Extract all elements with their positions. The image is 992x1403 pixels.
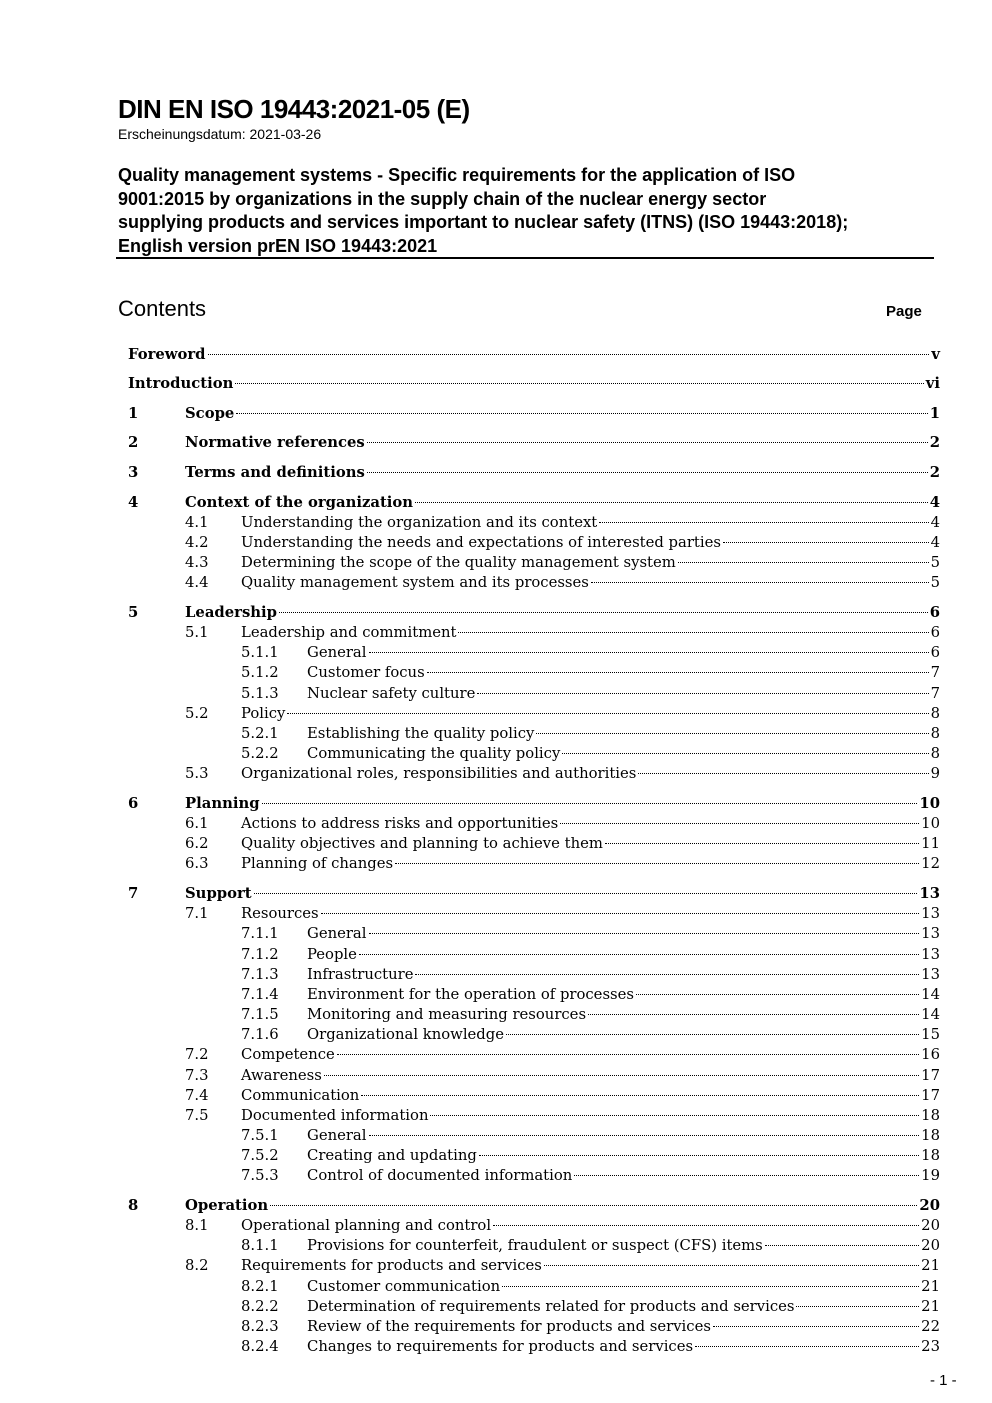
dot-leader (427, 672, 929, 673)
toc-entry[interactable] (185, 814, 940, 834)
toc-entry[interactable] (128, 463, 940, 483)
toc-entry-number: 7.1.2 (241, 946, 279, 963)
dot-leader (638, 773, 928, 774)
toc-entry[interactable] (241, 965, 940, 985)
toc-entry-number: 6 (128, 795, 139, 812)
document-id: DIN EN ISO 19443:2021-05 (E) (118, 94, 470, 124)
toc-entry-number: 7.1.3 (241, 966, 279, 983)
toc-entry-number: 7.3 (185, 1067, 209, 1084)
dot-leader (588, 1014, 919, 1015)
toc-entry-label: Support (185, 885, 252, 902)
toc-entry-page: 6 (929, 604, 940, 621)
toc-entry-label: Communicating the quality policy (307, 745, 561, 762)
dot-leader (713, 1326, 919, 1327)
dot-leader (605, 843, 919, 844)
toc-entry[interactable] (185, 573, 940, 593)
toc-entry-page: 10 (921, 815, 940, 832)
title-line: Quality management systems - Specific requirements for the application of ISO (118, 165, 796, 185)
toc-entry-number: 4.1 (185, 514, 209, 531)
toc-entry-page: 6 (930, 624, 940, 641)
toc-entry[interactable] (241, 643, 940, 663)
toc-entry-label: Review of the requirements for products and services (307, 1318, 711, 1335)
toc-entry-number: 5.1.1 (241, 644, 279, 661)
toc-entry[interactable] (185, 854, 940, 874)
toc-entry-page: 13 (921, 905, 940, 922)
toc-entry[interactable] (185, 1106, 940, 1126)
dot-leader (415, 974, 919, 975)
toc-entry-number: 5.1 (185, 624, 209, 641)
toc-entry-page: 21 (921, 1257, 940, 1274)
dot-leader (560, 823, 919, 824)
toc-entry-label: General (307, 644, 367, 661)
toc-entry[interactable] (185, 553, 940, 573)
toc-entry-page: 23 (921, 1338, 940, 1355)
dot-leader (479, 1155, 919, 1156)
toc-entry-number: 1 (128, 405, 139, 422)
dot-leader (493, 1225, 919, 1226)
toc-entry-page: 20 (921, 1217, 940, 1234)
toc-entry-label: Foreword (128, 346, 206, 363)
toc-entry-label: Communication (241, 1087, 360, 1104)
toc-entry-number: 7.5.2 (241, 1147, 279, 1164)
dot-leader (536, 733, 928, 734)
toc-entry-number: 8 (128, 1197, 139, 1214)
publication-date: Erscheinungsdatum: 2021-03-26 (118, 126, 322, 142)
toc-entry[interactable] (128, 493, 940, 513)
toc-entry-page: 7 (930, 685, 940, 702)
toc-entry-page: 18 (921, 1147, 940, 1164)
toc-entry[interactable] (241, 1126, 940, 1146)
toc-entry-label: Provisions for counterfeit, fraudulent or suspect (CFS) items (307, 1237, 763, 1254)
toc-entry-page: 10 (919, 795, 940, 812)
toc-entry[interactable] (241, 1025, 940, 1045)
toc-entry-number: 8.1.1 (241, 1237, 279, 1254)
toc-entry-page: vi (925, 375, 940, 392)
toc-entry-number: 5.2.2 (241, 745, 279, 762)
toc-entry-label: Leadership (185, 604, 278, 621)
page-column-label: Page (886, 303, 922, 320)
toc-entry-number: 8.1 (185, 1217, 209, 1234)
toc-entry-label: Planning of changes (241, 855, 394, 872)
toc-entry-label: Quality management system and its processes (241, 574, 589, 591)
toc-entry-page: 5 (930, 574, 940, 591)
toc-entry-page: 13 (921, 946, 940, 963)
toc-entry-page: 6 (930, 644, 940, 661)
dot-leader (270, 1205, 917, 1206)
toc-entry[interactable] (128, 345, 940, 365)
toc-entry[interactable] (241, 985, 940, 1005)
toc-entry-number: 5.3 (185, 765, 209, 782)
dot-leader (430, 1115, 919, 1116)
toc-entry[interactable] (241, 1277, 940, 1297)
toc-entry[interactable] (185, 1256, 940, 1276)
toc-entry-number: 2 (128, 434, 139, 451)
toc-entry-number: 5.1.2 (241, 664, 279, 681)
toc-entry-number: 4.4 (185, 574, 209, 591)
toc-entry-number: 6.1 (185, 815, 209, 832)
toc-entry-page: 21 (921, 1278, 940, 1295)
toc-entry-page: 11 (921, 835, 940, 852)
toc-entry[interactable] (241, 744, 940, 764)
toc-entry-page: 18 (921, 1127, 940, 1144)
dot-leader (235, 383, 923, 384)
toc-entry-number: 6.2 (185, 835, 209, 852)
toc-entry-page: v (931, 346, 940, 363)
toc-entry-number: 8.2.1 (241, 1278, 279, 1295)
toc-entry-number: 7.1.4 (241, 986, 279, 1003)
toc-entry-page: 2 (929, 464, 940, 481)
toc-entry-number: 7.2 (185, 1046, 209, 1063)
toc-entry-page: 14 (921, 986, 940, 1003)
toc-entry-number: 3 (128, 464, 139, 481)
toc-entry-label: Customer communication (307, 1278, 501, 1295)
toc-entry[interactable] (241, 1337, 940, 1357)
toc-entry-label: Planning (185, 795, 260, 812)
toc-entry-number: 5.2.1 (241, 725, 279, 742)
toc-entry-label: Documented information (241, 1107, 429, 1124)
dot-leader (796, 1306, 919, 1307)
toc-entry-label: Competence (241, 1046, 335, 1063)
toc-entry-label: Nuclear safety culture (307, 685, 476, 702)
toc-entry-page: 22 (921, 1318, 940, 1335)
toc-entry-number: 7.1.6 (241, 1026, 279, 1043)
toc-entry[interactable] (241, 1146, 940, 1166)
title-line: 9001:2015 by organizations in the supply chain of the nuclear energy sector (118, 188, 767, 209)
toc-entry[interactable] (185, 904, 940, 924)
dot-leader (287, 713, 928, 714)
toc-entry-label: Policy (241, 705, 286, 722)
toc-entry-label: Customer focus (307, 664, 425, 681)
toc-entry[interactable] (241, 724, 940, 744)
dot-leader (321, 913, 920, 914)
dot-leader (369, 652, 929, 653)
dot-leader (369, 933, 920, 934)
dot-leader (415, 502, 928, 503)
toc-entry-page: 1 (929, 405, 940, 422)
toc-entry-label: Leadership and commitment (241, 624, 457, 641)
toc-entry[interactable] (128, 603, 940, 623)
toc-entry-number: 5.1.3 (241, 685, 279, 702)
dot-leader (262, 803, 918, 804)
toc-entry-label: Understanding the organization and its context (241, 514, 598, 531)
dot-leader (765, 1245, 919, 1246)
title-line: English version prEN ISO 19443:2021 (118, 235, 438, 256)
dot-leader (395, 863, 919, 864)
toc-entry-label: Requirements for products and services (241, 1257, 542, 1274)
toc-entry-page: 7 (930, 664, 940, 681)
toc-entry-page: 13 (921, 925, 940, 942)
toc-entry-number: 7 (128, 885, 139, 902)
dot-leader (337, 1054, 919, 1055)
toc-entry-page: 13 (919, 885, 940, 902)
toc-entry[interactable] (128, 404, 940, 424)
toc-entry[interactable] (185, 704, 940, 724)
dot-leader (369, 1135, 920, 1136)
toc-entry-page: 18 (921, 1107, 940, 1124)
toc-entry[interactable] (241, 1236, 940, 1256)
toc-entry-label: General (307, 1127, 367, 1144)
toc-entry-label: Environment for the operation of processes (307, 986, 634, 1003)
toc-entry-number: 8.2.4 (241, 1338, 279, 1355)
dot-leader (574, 1175, 919, 1176)
toc-entry-number: 7.5.3 (241, 1167, 279, 1184)
toc-entry-page: 8 (930, 725, 940, 742)
toc-entry-page: 17 (921, 1087, 940, 1104)
toc-entry-label: People (307, 946, 357, 963)
dot-leader (367, 442, 928, 443)
toc-entry[interactable] (185, 1045, 940, 1065)
toc-entry[interactable] (185, 1066, 940, 1086)
toc-entry[interactable] (241, 1297, 940, 1317)
dot-leader (502, 1286, 919, 1287)
toc-entry-number: 7.1 (185, 905, 209, 922)
toc-entry[interactable] (185, 623, 940, 643)
dot-leader (695, 1346, 919, 1347)
toc-entry[interactable] (241, 924, 940, 944)
toc-entry-label: Introduction (128, 375, 234, 392)
toc-entry-page: 16 (921, 1046, 940, 1063)
dot-leader (636, 994, 919, 995)
toc-entry-label: Resources (241, 905, 319, 922)
toc-entry-page: 5 (930, 554, 940, 571)
toc-entry[interactable] (185, 1086, 940, 1106)
dot-leader (254, 893, 918, 894)
toc-entry[interactable] (241, 1005, 940, 1025)
toc-entry-label: Creating and updating (307, 1147, 477, 1164)
toc-entry-number: 7.1.1 (241, 925, 279, 942)
toc-entry-page: 4 (930, 514, 940, 531)
dot-leader (591, 582, 929, 583)
toc-entry-label: Terms and definitions (185, 464, 365, 481)
toc-entry-page: 20 (919, 1197, 940, 1214)
toc-entry-page: 21 (921, 1298, 940, 1315)
toc-entry-label: Changes to requirements for products and services (307, 1338, 694, 1355)
toc-entry-number: 5 (128, 604, 139, 621)
toc-entry[interactable] (185, 834, 940, 854)
dot-leader (723, 542, 929, 543)
toc-entry-label: Determination of requirements related for products and services (307, 1298, 795, 1315)
toc-entry[interactable] (241, 684, 940, 704)
dot-leader (359, 954, 919, 955)
toc-entry-number: 4.2 (185, 534, 209, 551)
toc-entry-number: 6.3 (185, 855, 209, 872)
contents-heading: Contents (118, 296, 207, 321)
dot-leader (544, 1265, 919, 1266)
toc-entry-label: Understanding the needs and expectations of interested parties (241, 534, 721, 551)
toc-entry-page: 2 (929, 434, 940, 451)
toc-entry[interactable] (241, 945, 940, 965)
toc-entry[interactable] (185, 764, 940, 784)
dot-leader (236, 413, 927, 414)
toc-entry-page: 14 (921, 1006, 940, 1023)
dot-leader (458, 632, 928, 633)
toc-entry-number: 5.2 (185, 705, 209, 722)
dot-leader (562, 753, 928, 754)
toc-entry-page: 17 (921, 1067, 940, 1084)
toc-entry-label: Establishing the quality policy (307, 725, 535, 742)
toc-entry-number: 7.4 (185, 1087, 209, 1104)
dot-leader (506, 1034, 919, 1035)
toc-entry[interactable] (185, 1216, 940, 1236)
toc-entry-number: 7.1.5 (241, 1006, 279, 1023)
toc-entry-label: Quality objectives and planning to achieve them (241, 835, 603, 852)
toc-entry-label: Organizational knowledge (307, 1026, 505, 1043)
toc-entry-label: Operation (185, 1197, 269, 1214)
toc-entry[interactable] (241, 1166, 940, 1186)
toc-entry[interactable] (128, 884, 940, 904)
toc-entry-label: Actions to address risks and opportunities (241, 815, 559, 832)
toc-entry[interactable] (128, 433, 940, 453)
toc-entry-label: Context of the organization (185, 494, 414, 511)
toc-entry-page: 8 (930, 705, 940, 722)
toc-entry-number: 8.2.3 (241, 1318, 279, 1335)
toc-entry-page: 15 (921, 1026, 940, 1043)
toc-entry-label: Organizational roles, responsibilities and authorities (241, 765, 637, 782)
toc-entry-page: 8 (930, 745, 940, 762)
toc-entry-label: Normative references (185, 434, 365, 451)
toc-entry-number: 8.2.2 (241, 1298, 279, 1315)
dot-leader (477, 693, 928, 694)
toc-entry[interactable] (185, 533, 940, 553)
toc-entry-page: 4 (930, 534, 940, 551)
page-number: - 1 - (930, 1372, 957, 1389)
toc-entry-label: Scope (185, 405, 235, 422)
toc-entry-number: 7.5.1 (241, 1127, 279, 1144)
dot-leader (279, 612, 928, 613)
toc-entry-label: Monitoring and measuring resources (307, 1006, 587, 1023)
toc-entry-label: Control of documented information (307, 1167, 573, 1184)
toc-entry[interactable] (128, 374, 940, 394)
title-line: supplying products and services important to nuclear safety (ITNS) (ISO 19443:2018); (118, 212, 849, 232)
toc-entry-page: 19 (921, 1167, 940, 1184)
toc-entry[interactable] (128, 794, 940, 814)
toc-entry-page: 13 (921, 966, 940, 983)
toc-entry-number: 7.5 (185, 1107, 209, 1124)
dot-leader (599, 522, 928, 523)
toc-entry-label: Determining the scope of the quality management system (241, 554, 676, 571)
dot-leader (361, 1095, 919, 1096)
toc-entry-page: 9 (930, 765, 940, 782)
toc-entry-number: 4 (128, 494, 139, 511)
toc-entry-label: Awareness (241, 1067, 322, 1084)
dot-leader (678, 562, 929, 563)
toc-entry-page: 20 (921, 1237, 940, 1254)
toc-entry-label: Infrastructure (307, 966, 414, 983)
toc-entry[interactable] (241, 1317, 940, 1337)
dot-leader (208, 354, 930, 355)
dot-leader (367, 472, 928, 473)
toc-entry[interactable] (128, 1196, 940, 1216)
toc-entry-label: Operational planning and control (241, 1217, 492, 1234)
toc-entry-label: General (307, 925, 367, 942)
toc-entry-number: 4.3 (185, 554, 209, 571)
toc-entry-page: 4 (929, 494, 940, 511)
toc-entry-page: 12 (921, 855, 940, 872)
toc-entry-number: 8.2 (185, 1257, 209, 1274)
dot-leader (324, 1075, 919, 1076)
toc-entry[interactable] (241, 663, 940, 683)
toc-entry[interactable] (185, 513, 940, 533)
